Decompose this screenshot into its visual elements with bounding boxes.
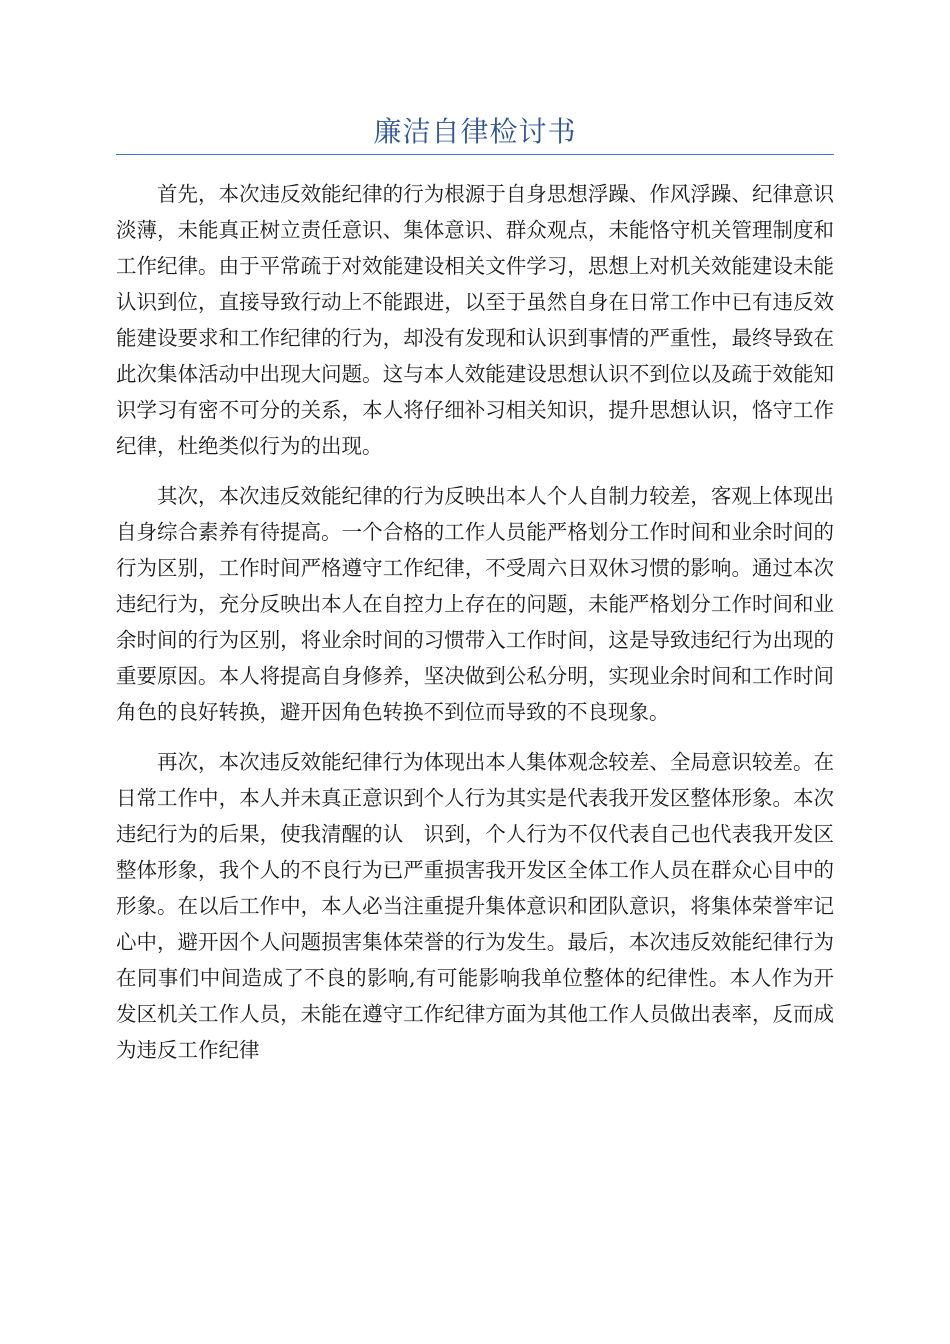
paragraph-2: 其次，本次违反效能纪律的行为反映出本人个人自制力较差，客观上体现出自身综合素养有待提高。一个合格的工作人员能严格划分工作时间和业余时间的行为区别，工作时间严格遵守工作纪律，不受周六日双休习惯的影响。通过本次违纪行为，充分反映出本人在自控力上存在的问题，未能严格划分工作时间和业余时间的行为区别，将业余时间的习惯带入工作时间，这是导致违纪行为出现的重要原因。本人将提高自身修养，坚决做到公私分明，实现业余时间和工作时间角色的良好转换，避开因角色转换不到位而导致的不良现象。 bbox=[116, 484, 834, 724]
document-body bbox=[116, 176, 834, 1082]
paragraph-1: 首先，本次违反效能纪律的行为根源于自身思想浮躁、作风浮躁、纪律意识淡薄，未能真正树立责任意识、集体意识、群众观点，未能恪守机关管理制度和工作纪律。由于平常疏于对效能建设相关文件学习，思想上对机关效能建设未能认识到位，直接导致行动上不能跟进，以至于虽然自身在日常工作中已有违反效能建设要求和工作纪律的行为，却没有发现和认识到事情的严重性，最终导致在此次集体活动中出现大问题。这与本人效能建设思想认识不到位以及疏于效能知识学习有密不可分的关系，本人将仔细补习相关知识，提升思想认识，恪守工作纪律，杜绝类似行为的出现。 bbox=[116, 182, 834, 458]
paragraph-3: 再次，本次违反效能纪律行为体现出本人集体观念较差、全局意识较差。在日常工作中，本人并未真正意识到个人行为其实是代表我开发区整体形象。本次违纪行为的后果，使我清醒的认 识到，个人行为不仅代表自己也代表我开发区整体形象，我个人的不良行为已严重损害我开发区全体工作人员在群众心目中的形象。在以后工作中，本人必当注重提升集体意识和团队意识，将集体荣誉牢记心中，避开因个人问题损害集体荣誉的行为发生。最后，本次违反效能纪律行为在同事们中间造成了不良的影响,有可能影响我单位整体的纪律性。本人作为开发区机关工作人员，未能在遵守工作纪律方面为其他工作人员做出表率，反而成为违反工作纪律 bbox=[116, 750, 834, 1062]
title-underline bbox=[116, 154, 834, 155]
document-title: 廉洁自律检讨书 bbox=[373, 115, 577, 148]
